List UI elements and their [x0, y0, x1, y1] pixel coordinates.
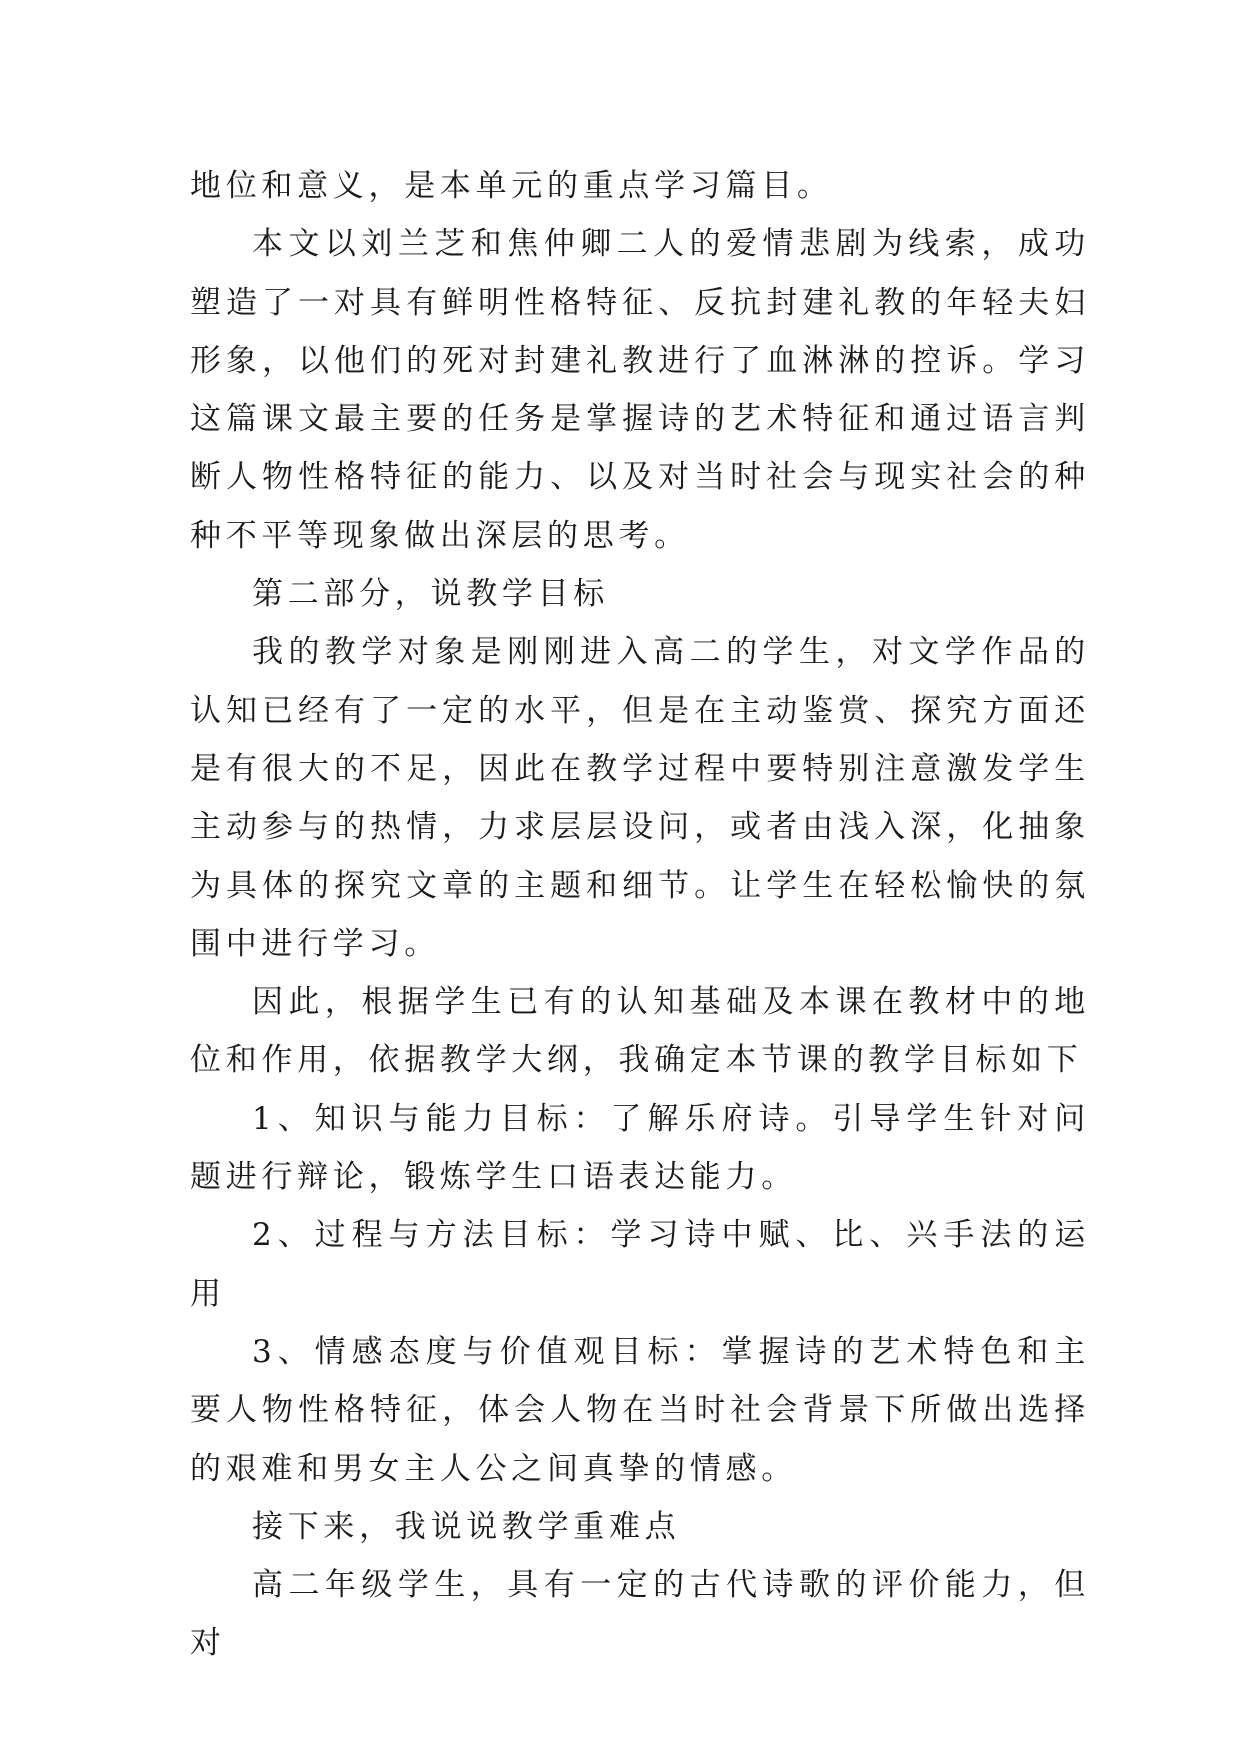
- paragraph-5: 高二年级学生，具有一定的古代诗歌的评价能力，但对: [190, 1567, 1090, 1662]
- goal-item-3: 3、情感态度与价值观目标：掌握诗的艺术特色和主要人物性格特征，体会人物在当时社会背景下所做出选择的艰难和男女主人公之间真挚的情感。: [190, 1333, 1090, 1487]
- section-heading-teaching-goals: 第二部分，说教学目标: [252, 576, 609, 613]
- paragraph-2: 本文以刘兰芝和焦仲卿二人的爱情悲剧为线索，成功塑造了一对具有鲜明性格特征、反抗封建礼教的年轻夫妇形象，以他们的死对封建礼教进行了血淋淋的控诉。学习这篇课文最主要的任务是掌握诗的艺术特征和通过语言判断人物性格特征的能力、以及对当时社会与现实社会的种种不平等现象做出深层的思考。: [190, 226, 1090, 554]
- section-heading-key-points: 接下来，我说说教学重难点: [252, 1508, 681, 1545]
- goal-item-1: 1、知识与能力目标：了解乐府诗。引导学生针对问题进行辩论，锻炼学生口语表达能力。: [190, 1100, 1090, 1196]
- goal-item-2: 2、过程与方法目标：学习诗中赋、比、兴手法的运用: [190, 1217, 1090, 1312]
- paragraph-1: 地位和意义，是本单元的重点学习篇目。: [190, 168, 833, 204]
- paragraph-3: 我的教学对象是刚刚进入高二的学生，对文学作品的认知已经有了一定的水平，但是在主动鉴赏、探究方面还是有很大的不足，因此在教学过程中要特别注意激发学生主动参与的热情，力求层层设问，或者由浅入深，化抽象为具体的探究文章的主题和细节。让学生在轻松愉快的氛围中进行学习。: [190, 634, 1090, 962]
- paragraph-4: 因此，根据学生已有的认知基础及本课在教材中的地位和作用，依据教学大纲，我确定本节课的教学目标如下: [190, 984, 1090, 1079]
- document-body: [190, 157, 1090, 1673]
